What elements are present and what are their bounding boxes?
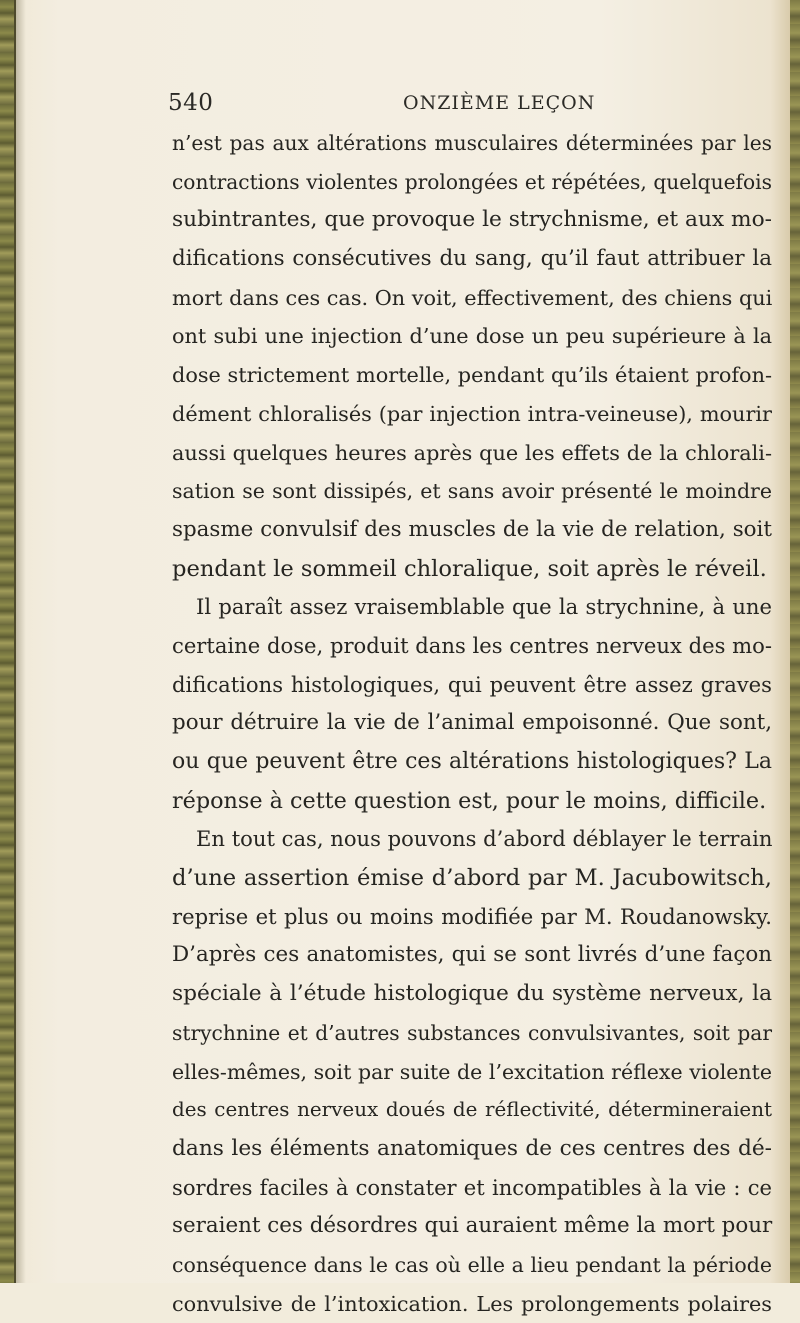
body-text xyxy=(172,124,772,1323)
running-head: ONZIÈME LEÇON xyxy=(403,92,596,114)
text-line: Il paraît assez vraisemblable que la strychnine, à une xyxy=(196,594,772,620)
text-line: difications consécutives du sang, qu’il faut attribuer la xyxy=(172,246,772,272)
page-header xyxy=(168,90,788,120)
page-number: 540 xyxy=(168,90,214,116)
text-line: spasme convulsif des muscles de la vie de relation, soit xyxy=(172,516,772,542)
text-line: d’une assertion émise d’abord par M. Jacubowitsch, xyxy=(172,865,772,892)
text-line: dément chloralisés (par injection intra-veineuse), mourir xyxy=(172,401,772,426)
text-line: convulsive de l’intoxication. Les prolongements polaires xyxy=(172,1291,772,1316)
text-line: mort dans ces cas. On voit, effectivement, des chiens qui xyxy=(172,285,773,310)
text-line: contractions violentes prolongées et répétées, quelquefois xyxy=(172,169,772,194)
text-line: D’après ces anatomistes, qui se sont livrés d’une façon xyxy=(172,942,772,968)
text-line: ont subi une injection d’une dose un peu supérieure à la xyxy=(172,324,772,349)
text-line: conséquence dans le cas où elle a lieu pendant la période xyxy=(172,1252,772,1277)
text-line: subintrantes, que provoque le strychnisme, et aux mo- xyxy=(172,207,772,233)
text-line: reprise et plus ou moins modifiée par M. Roudanowsky. xyxy=(172,903,772,929)
text-line: spéciale à l’étude histologique du système nerveux, la xyxy=(172,981,772,1007)
text-line: des centres nerveux doués de réflectivité, détermineraient xyxy=(172,1098,772,1122)
text-line: difications histologiques, qui peuvent être assez graves xyxy=(172,671,772,697)
text-line: réponse à cette question est, pour le moins, difficile. xyxy=(172,787,767,814)
text-line: dans les éléments anatomiques de ces centres des dé- xyxy=(172,1135,772,1161)
text-line: sordres faciles à constater et incompatibles à la vie : ce xyxy=(172,1174,772,1200)
text-line: strychnine et d’autres substances convulsivantes, soit par xyxy=(172,1020,772,1045)
gutter-shadow xyxy=(14,0,26,1283)
text-line: n’est pas aux altérations musculaires déterminées par les xyxy=(172,131,772,155)
text-line: pour détruire la vie de l’animal empoisonné. Que sont, xyxy=(172,710,772,736)
text-line: En tout cas, nous pouvons d’abord déblayer le terrain xyxy=(196,826,773,852)
text-line: dose strictement mortelle, pendant qu’ils étaient profon- xyxy=(172,363,772,388)
text-line: aussi quelques heures après que les effets de la chlorali- xyxy=(172,440,772,465)
text-line: ou que peuvent être ces altérations histologiques? La xyxy=(172,749,772,774)
text-line: elles-mêmes, soit par suite de l’excitation réflexe violente xyxy=(172,1059,772,1084)
text-line: seraient ces désordres qui auraient même la mort pour xyxy=(172,1213,773,1239)
text-line: sation se sont dissipés, et sans avoir présenté le moindre xyxy=(172,479,772,504)
text-line: pendant le sommeil chloralique, soit après le réveil. xyxy=(172,555,767,582)
page-right-edge xyxy=(790,0,800,1283)
text-line: certaine dose, produit dans les centres nerveux des mo- xyxy=(172,632,772,658)
